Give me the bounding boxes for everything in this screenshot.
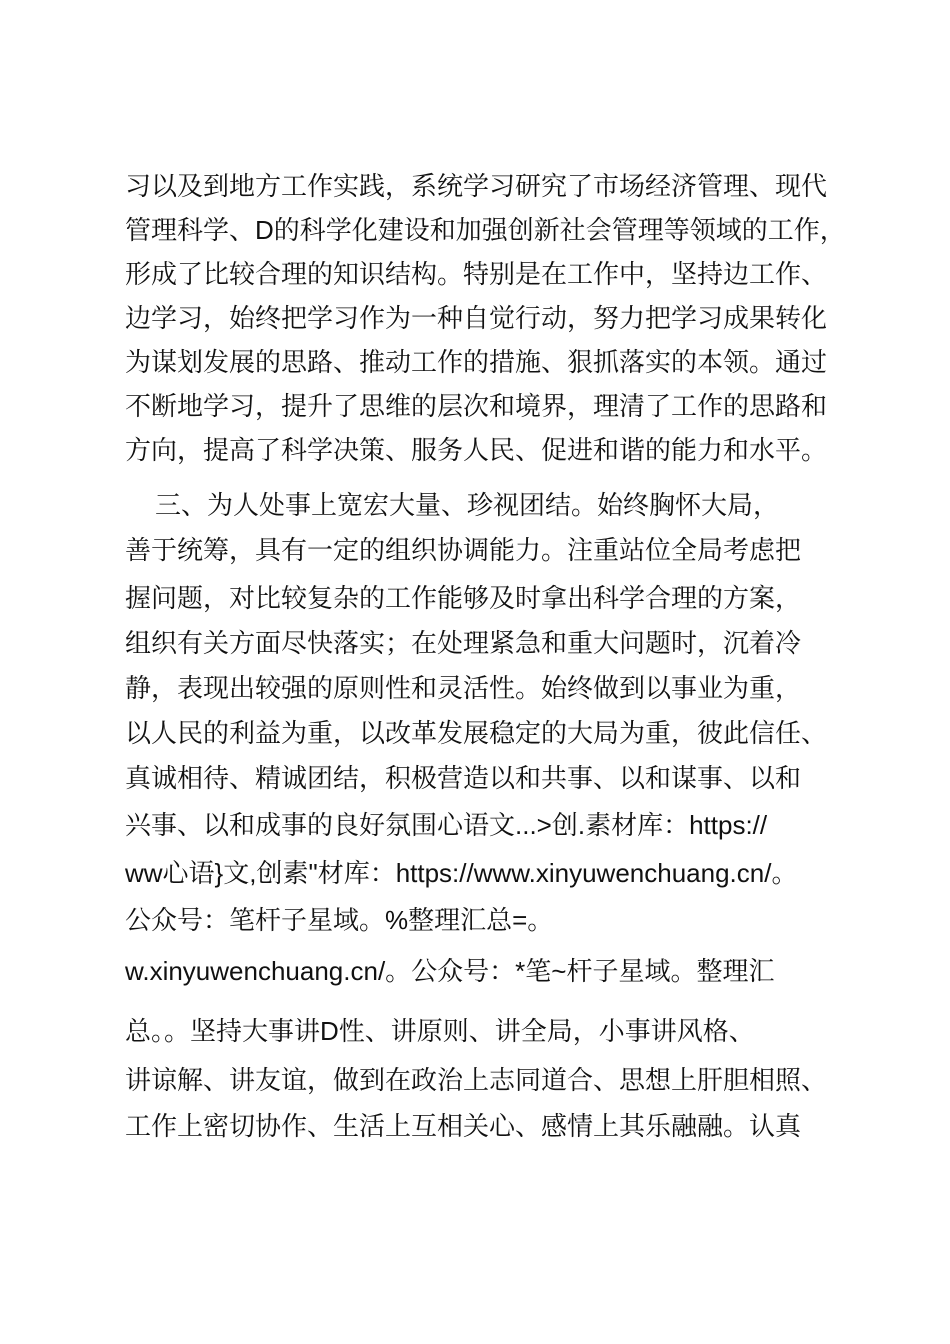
text-line: ww心语}文,创素"材库：https://www.xinyuwenchuang.cn/。 (125, 858, 798, 888)
text-line: 方向，提高了科学决策、服务人民、促进和谐的能力和水平。 (125, 435, 828, 465)
text-line: 善于统筹，具有一定的组织协调能力。注重站位全局考虑把 (125, 535, 802, 565)
text-line: 为谋划发展的思路、推动工作的措施、狠抓落实的本领。通过 (125, 347, 828, 377)
text-line: 真诚相待、精诚团结，积极营造以和共事、以和谋事、以和 (125, 763, 802, 793)
text-line: 习以及到地方工作实践，系统学习研究了市场经济管理、现代 (125, 171, 828, 201)
text-line: w.xinyuwenchuang.cn/。公众号：*笔~杆子星域。整理汇 (125, 956, 775, 986)
text-line: 三、为人处事上宽宏大量、珍视团结。始终胸怀大局， (155, 490, 780, 520)
text-line: 工作上密切协作、生活上互相关心、感情上其乐融融。认真 (125, 1111, 802, 1141)
text-line: 公众号：笔杆子星域。%整理汇总=。 (125, 905, 554, 935)
text-line: 边学习，始终把学习作为一种自觉行动，努力把学习成果转化 (125, 303, 828, 333)
text-line: 组织有关方面尽快落实；在处理紧急和重大问题时，沉着冷 (125, 628, 802, 658)
text-line: 讲谅解、讲友谊，做到在政治上志同道合、思想上肝胆相照、 (125, 1065, 828, 1095)
text-line: 管理科学、D的科学化建设和加强创新社会管理等领域的工作， (125, 215, 846, 245)
text-line: 总。。坚持大事讲D性、讲原则、讲全局，小事讲风格、 (125, 1016, 755, 1046)
text-line: 兴事、以和成事的良好氛围心语文...>创.素材库：https:// (125, 810, 768, 840)
paragraph (125, 483, 837, 1149)
text-line: 形成了比较合理的知识结构。特别是在工作中，坚持边工作、 (125, 259, 828, 289)
text-line: 不断地学习，提升了思维的层次和境界，理清了工作的思路和 (125, 391, 828, 421)
text-line: 握问题，对比较复杂的工作能够及时拿出科学合理的方案， (125, 583, 802, 613)
text-line: 以人民的利益为重，以改革发展稳定的大局为重，彼此信任、 (125, 718, 828, 748)
document-body (125, 164, 846, 1149)
text-line: 静，表现出较强的原则性和灵活性。始终做到以事业为重， (125, 673, 802, 703)
paragraph (125, 164, 846, 472)
